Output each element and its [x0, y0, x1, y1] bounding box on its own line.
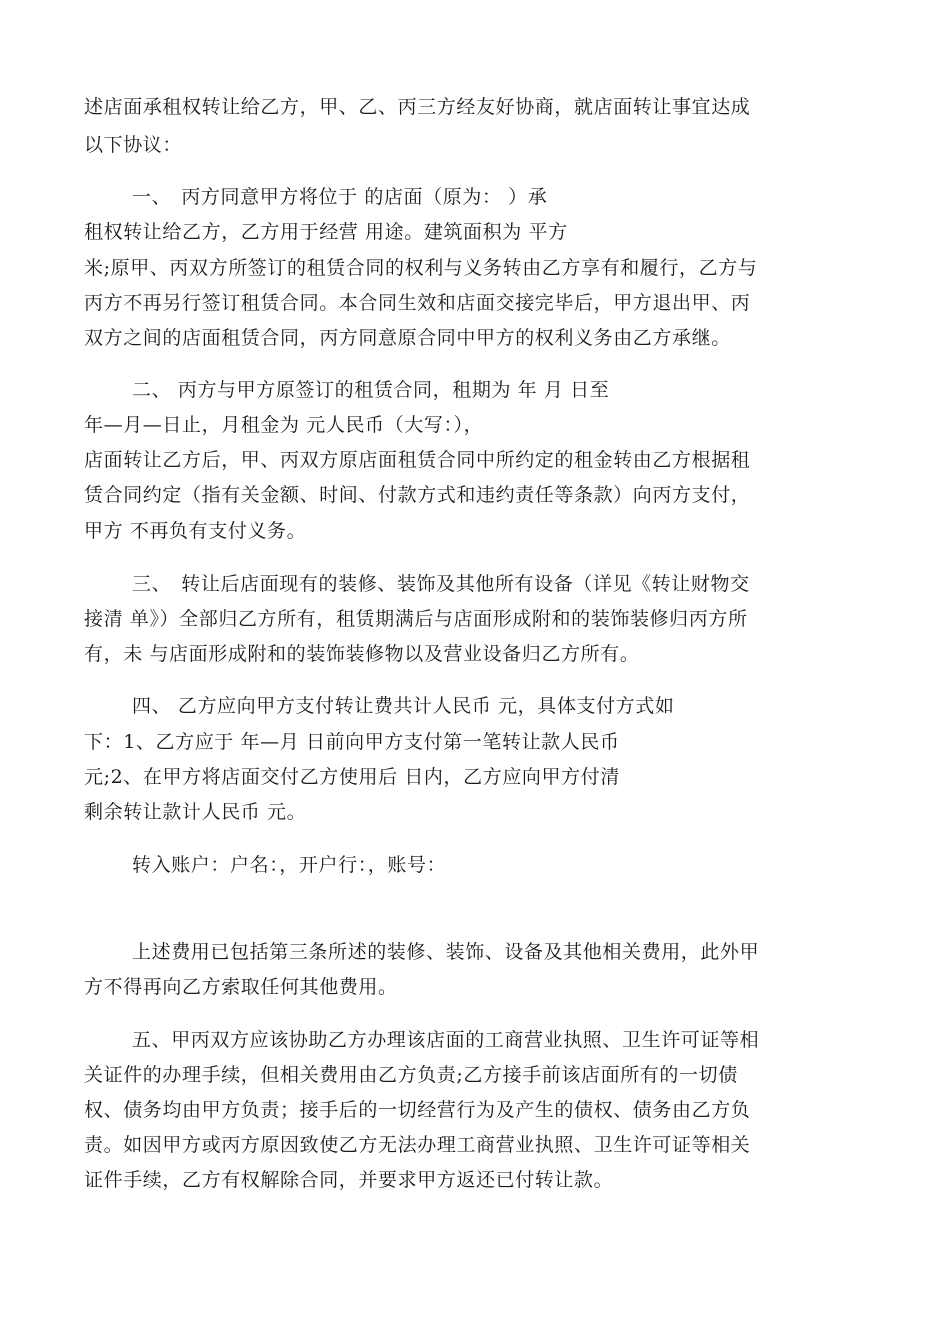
text-line: 有，未 与店面形成附和的装饰装修物以及营业设备归乙方所有。 [84, 643, 640, 665]
text-line: 以下协议： [84, 134, 183, 156]
text-line: 赁合同约定（指有关金额、时间、付款方式和违约责任等条款）向丙方支付， [84, 484, 751, 506]
text-line: 述店面承租权转让给乙方，甲、乙、丙三方经友好协商，就店面转让事宜达成 [84, 96, 751, 118]
text-line: 责。如因甲方或丙方原因致使乙方无法办理工商营业执照、卫生许可证等相关 [84, 1134, 751, 1156]
text-line: 租权转让给乙方，乙方用于经营 用途。建筑面积为 平方 [84, 221, 568, 243]
clause-4-heading-line: 四、 乙方应向甲方支付转让费共计人民币 元，具体支付方式如 [132, 695, 675, 717]
text-line: 甲方 不再负有支付义务。 [84, 520, 307, 542]
text-line: 下：1、乙方应于 年—月 日前向甲方支付第一笔转让款人民币 [84, 731, 620, 753]
clause-3-heading-line: 三、 转让后店面现有的装修、装饰及其他所有设备（详见《转让财物交 [132, 573, 750, 595]
text-line: 米;原甲、丙双方所签订的租赁合同的权利与义务转由乙方享有和履行，乙方与 [84, 257, 758, 279]
clause-1-heading-line: 一、 丙方同意甲方将位于 的店面（原为： ）承 [132, 186, 548, 208]
text-line: 元;2、在甲方将店面交付乙方使用后 日内，乙方应向甲方付清 [84, 766, 620, 788]
text-line: 上述费用已包括第三条所述的装修、装饰、设备及其他相关费用，此外甲 [132, 941, 760, 963]
text-line: 店面转让乙方后，甲、丙双方原店面租赁合同中所约定的租金转由乙方根据租 [84, 449, 751, 471]
text-line: 权、债务均由甲方负责；接手后的一切经营行为及产生的债权、债务由乙方负 [84, 1099, 751, 1121]
text-line: 年—月—日止，月租金为 元人民币（大写：）， [84, 414, 484, 436]
text-line: 双方之间的店面租赁合同，丙方同意原合同中甲方的权利义务由乙方承继。 [84, 327, 731, 349]
text-line: 方不得再向乙方索取任何其他费用。 [84, 976, 398, 998]
account-info-line: 转入账户：户名：，开户行：，账号： [132, 854, 447, 876]
clause-5-heading-line: 五、甲丙双方应该协助乙方办理该店面的工商营业执照、卫生许可证等相 [132, 1029, 760, 1051]
clause-2-heading-line: 二、 丙方与甲方原签订的租赁合同，租期为 年 月 日至 [132, 379, 610, 401]
text-line: 丙方不再另行签订租赁合同。本合同生效和店面交接完毕后，甲方退出甲、丙 [84, 292, 751, 314]
text-line: 关证件的办理手续，但相关费用由乙方负责;乙方接手前该店面所有的一切债 [84, 1064, 738, 1086]
text-line: 剩余转让款计人民币 元。 [84, 801, 307, 823]
text-line: 证件手续，乙方有权解除合同，并要求甲方返还已付转让款。 [84, 1169, 614, 1191]
text-line: 接清 单》）全部归乙方所有，租赁期满后与店面形成附和的装饰装修归丙方所 [84, 608, 748, 630]
